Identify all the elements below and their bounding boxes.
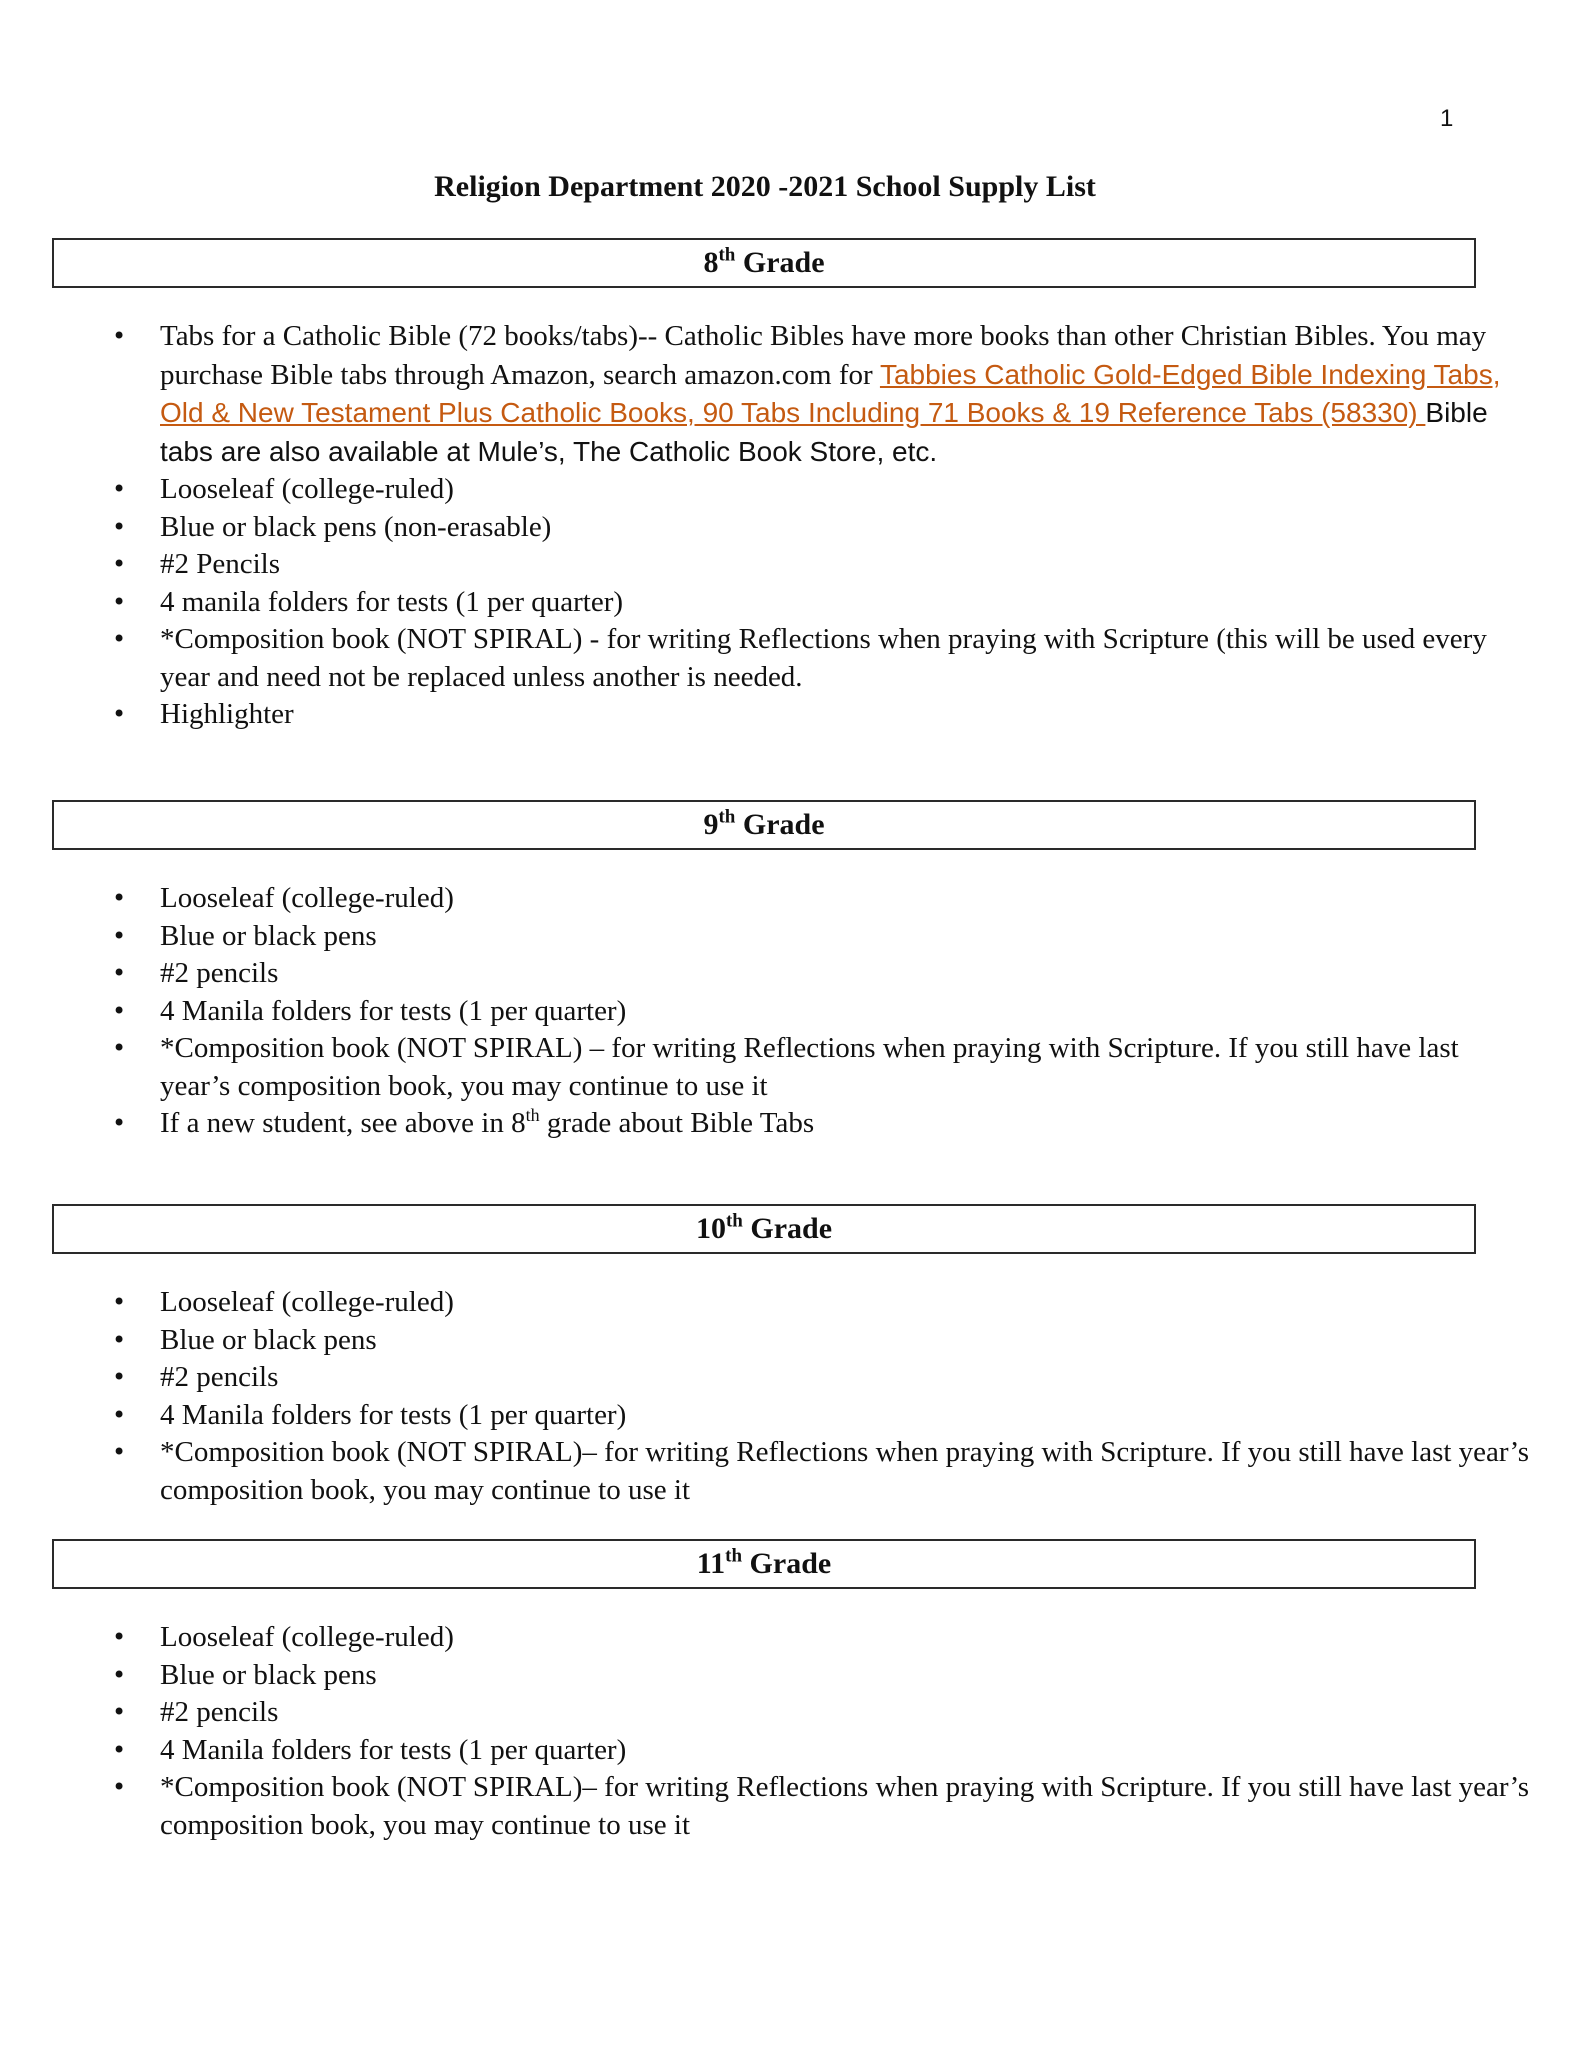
document-title: Religion Department 2020 -2021 School Supply List: [434, 170, 1096, 203]
grade-heading: [52, 1204, 1476, 1254]
item-text: Looseleaf (college-ruled): [160, 1621, 454, 1653]
section-8th-grade: [52, 238, 1501, 734]
item-tail-text: Bible tabs are also available at Mule’s, The Catholic Book Store, etc.: [160, 397, 1488, 467]
item-text: Blue or black pens: [160, 1658, 377, 1691]
item-text: If a new student, see above in 8: [160, 1107, 526, 1139]
list-item: [52, 1284, 1530, 1322]
section-11th-grade: [52, 1539, 1529, 1844]
list-item: [52, 1359, 1530, 1397]
bullet-icon: •: [112, 1288, 127, 1316]
grade-suffix: th: [725, 1210, 743, 1232]
item-text: 4 Manila folders for tests (1 per quarter): [160, 994, 627, 1027]
list-item: [52, 1619, 1530, 1657]
list-item: [52, 1105, 1530, 1143]
grade-heading: [52, 238, 1476, 288]
bullet-icon: •: [112, 625, 127, 653]
bullet-icon: •: [112, 512, 127, 541]
item-text: *Composition book (NOT SPIRAL)– for writing Reflections when praying with Scripture. If you still have last year’s composition book, you may continue to use it: [160, 1771, 1529, 1841]
item-text: Looseleaf (college-ruled): [160, 473, 454, 505]
list-item: [52, 918, 1530, 956]
item-text: Tabs for a Catholic Bible (72 books/tabs)-- Catholic Bibles have more books than other Christian Bibles. You may purchase Bible tabs through Amazon, search amazon.com for: [160, 320, 1487, 391]
list-item: [52, 471, 1530, 509]
bullet-icon: •: [112, 1400, 127, 1429]
item-text: *Composition book (NOT SPIRAL)– for writing Reflections when praying with Scripture. If you still have last year’s composition book, you may continue to use it: [160, 1436, 1529, 1506]
bullet-icon: •: [112, 1325, 127, 1354]
bullet-icon: •: [112, 1698, 127, 1726]
bullet-icon: •: [112, 1034, 127, 1062]
item-text: 4 Manila folders for tests (1 per quarter): [160, 1398, 627, 1431]
item-text: #2 pencils: [160, 1361, 279, 1393]
item-text: Blue or black pens: [160, 919, 377, 952]
bullet-icon: •: [112, 700, 127, 728]
item-text: *Composition book (NOT SPIRAL) – for writing Reflections when praying with Scripture. If you still have last year’s composition book, you may continue to use it: [160, 1032, 1459, 1102]
item-text: Highlighter: [160, 698, 294, 730]
grade-word: Grade: [750, 1212, 833, 1245]
list-item: [52, 1732, 1530, 1770]
bullet-icon: •: [112, 550, 127, 578]
list-item: [52, 696, 1530, 734]
list-item: [52, 546, 1530, 584]
item-text: Looseleaf (college-ruled): [160, 882, 454, 914]
list-item: [52, 955, 1530, 993]
list-item: [52, 318, 1530, 471]
item-text: Blue or black pens (non-erasable): [160, 510, 552, 543]
grade-word: Grade: [749, 1547, 832, 1580]
item-text-after: grade about Bible Tabs: [539, 1107, 815, 1139]
list-item: [52, 1030, 1530, 1105]
grade-suffix: th: [718, 244, 736, 266]
page-number: 1: [1440, 105, 1454, 132]
bullet-icon: •: [112, 1363, 127, 1391]
bullet-icon: •: [112, 921, 127, 950]
bullet-icon: •: [112, 1735, 127, 1764]
bullet-icon: •: [112, 587, 127, 616]
list-item: [52, 993, 1530, 1031]
list-item: [52, 1769, 1530, 1844]
list-item: [52, 621, 1530, 696]
grade-number: 11: [696, 1547, 726, 1580]
bullet-icon: •: [112, 996, 127, 1025]
list-item: [52, 1434, 1530, 1509]
list-item: [52, 1694, 1530, 1732]
bullet-icon: •: [112, 1773, 127, 1801]
section-10th-grade: [52, 1204, 1529, 1509]
bullet-icon: •: [112, 1438, 127, 1466]
grade-heading: [52, 800, 1476, 850]
list-item: [52, 880, 1530, 918]
item-text: #2 pencils: [160, 1696, 279, 1728]
bullet-icon: •: [112, 959, 127, 987]
item-text: Blue or black pens: [160, 1323, 377, 1356]
supply-list: [52, 1284, 1529, 1509]
amazon-product-link[interactable]: Tabbies Catholic Gold-Edged Bible Indexing Tabs, Old & New Testament Plus Catholic Books, 90 Tabs Including 71 Books & 19 Reference Tabs (58330): [160, 358, 1501, 428]
grade-heading: [52, 1539, 1476, 1589]
item-text: 4 manila folders for tests (1 per quarter): [160, 585, 624, 618]
grade-suffix: th: [718, 806, 736, 828]
item-text: Looseleaf (college-ruled): [160, 1286, 454, 1318]
grade-suffix: th: [725, 1545, 743, 1567]
grade-number: 10: [695, 1212, 726, 1245]
list-item: [52, 1657, 1530, 1695]
bullet-icon: •: [112, 1623, 127, 1651]
bullet-icon: •: [112, 475, 127, 503]
item-superscript: th: [525, 1105, 540, 1126]
bullet-icon: •: [112, 1109, 127, 1137]
grade-word: Grade: [742, 808, 825, 841]
item-text: #2 pencils: [160, 957, 279, 989]
list-item: [52, 509, 1530, 547]
grade-word: Grade: [742, 246, 825, 279]
supply-list: [52, 1619, 1529, 1844]
list-item: [52, 1397, 1530, 1435]
bullet-icon: •: [112, 1660, 127, 1689]
section-9th-grade: [52, 800, 1476, 1143]
bullet-icon: •: [112, 884, 127, 912]
grade-number: 9: [703, 808, 719, 841]
list-item: [52, 584, 1530, 622]
supply-list: [52, 880, 1476, 1143]
supply-list: [52, 318, 1501, 734]
grade-number: 8: [703, 246, 719, 279]
bullet-icon: •: [112, 322, 127, 350]
list-item: [52, 1322, 1530, 1360]
item-text: #2 Pencils: [160, 548, 281, 580]
item-text: 4 Manila folders for tests (1 per quarter): [160, 1733, 627, 1766]
item-text: *Composition book (NOT SPIRAL) - for writing Reflections when praying with Scripture (this will be used every year and need not be replaced unless another is needed.: [160, 623, 1487, 693]
